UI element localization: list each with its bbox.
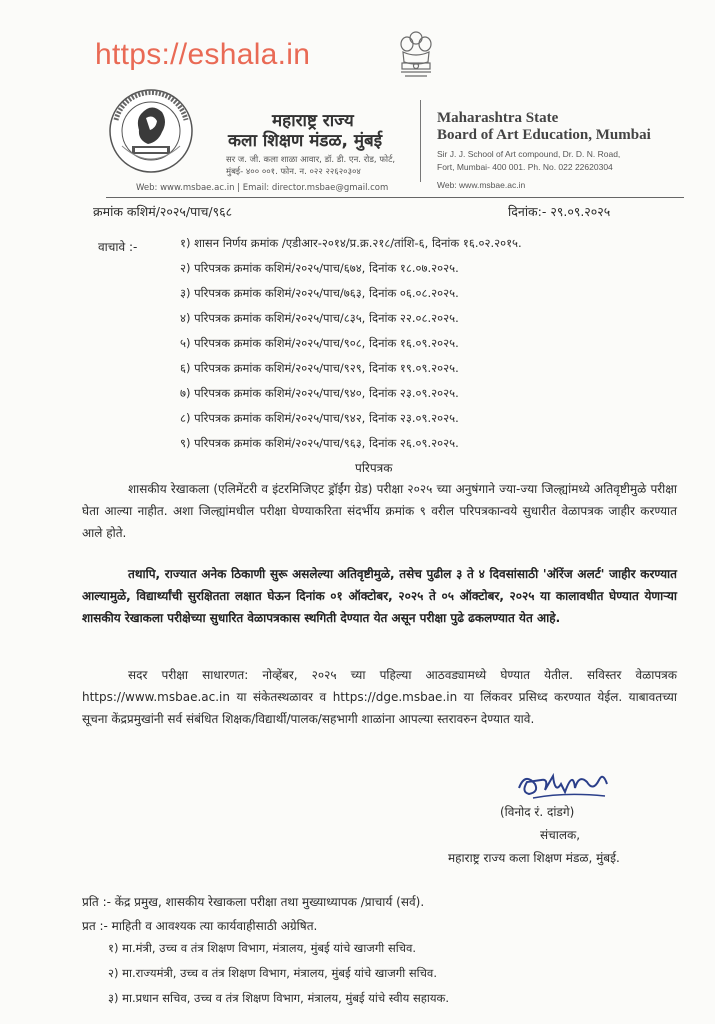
copy-recipient-item: ३) मा.प्रधान सचिव, उच्च व तंत्र शिक्षण विभाग, मंत्रालय, मुंबई यांचे स्वीय सहायक.	[108, 991, 449, 1005]
english-board-name-line2: Board of Art Education, Mumbai	[437, 127, 651, 143]
letterhead-rule	[106, 197, 684, 198]
english-address-line1: Sir J. J. School of Art compound, Dr. D. N. Road,	[437, 149, 621, 159]
reference-number: क्रमांक कशिमं/२०२५/पाच/९६८	[93, 204, 233, 219]
reference-item: २) परिपत्रक क्रमांक कशिमं/२०२५/पाच/६७४, दिनांक १८.०७.२०२५.	[180, 261, 459, 275]
body-paragraph-bold: तथापि, राज्यात अनेक ठिकाणी सुरू असलेल्या अतिवृष्टीमुळे, तसेच पुढील ३ ते ४ दिवसांसाठी 'ऑरेंज अलर्ट' जाहीर करण्यात आल्यामुळे, विद्यार्थ्यांची सुरक्षितता लक्षात घेऊन दिनांक ०१ ऑक्टोबर, २०२५ ते ०५ ऑक्टोबर, २०२५ या कालावधीत घेण्यात येणाऱ्या शासकीय रेखाकला परीक्षेच्या सुधारित वेळापत्रकास स्थगिती देण्यात येत असून परीक्षा पुढे ढकलण्यात येत आहे.	[82, 567, 677, 625]
recipient-line: प्रति :- केंद्र प्रमुख, शासकीय रेखाकला परीक्षा तथा मुख्याध्यापक /प्राचार्य (सर्व).	[82, 895, 425, 909]
marathi-board-name-line2: कला शिक्षण मंडळ, मुंबई	[228, 131, 383, 151]
reference-item: ९) परिपत्रक क्रमांक कशिमं/२०२५/पाच/९६३, दिनांक २६.०९.२०२५.	[180, 436, 459, 450]
state-emblem-icon	[395, 28, 437, 86]
board-seal-logo	[108, 88, 194, 174]
marathi-address-line1: सर ज. जी. कला शाळा आवार, डॉ. डी. एन. रोड, फोर्ट,	[226, 155, 396, 165]
letter-date: दिनांक:- २९.०९.२०२५	[508, 204, 611, 219]
watermark-url: https://eshala.in	[95, 38, 311, 71]
copy-recipient-item: १) मा.मंत्री, उच्च व तंत्र शिक्षण विभाग, मंत्रालय, मुंबई यांचे खाजगी सचिव.	[108, 941, 417, 955]
reference-item: ७) परिपत्रक क्रमांक कशिमं/२०२५/पाच/९४०, दिनांक २३.०९.२०२५.	[180, 386, 459, 400]
circular-title: परिपत्रक	[355, 461, 393, 475]
web-email-line: Web: www.msbae.ac.in | Email: director.msbae@gmail.com	[136, 183, 389, 193]
signatory-title: संचालक,	[540, 828, 581, 842]
reference-item: ४) परिपत्रक क्रमांक कशिमं/२०२५/पाच/८३५, दिनांक २२.०८.२०२५.	[180, 311, 459, 325]
body-paragraph: शासकीय रेखाकला (एलिमेंटरी व इंटरमिजिएट ड्रॉईंग ग्रेड) परीक्षा २०२५ च्या अनुषंगाने ज्या-ज्या जिल्ह्यांमध्ये अतिवृष्टीमुळे परीक्षा घेता आल्या नाहीत. अशा जिल्ह्यांमधील परीक्षा घेण्याकरिता संदर्भीय क्रमांक ९ वरील परिपत्रकान्वये सुधारीत वेळापत्रक जाहीर करण्यात आले होते.	[82, 482, 677, 540]
signatory-name: (विनोद रं. दांडगे)	[500, 805, 575, 819]
english-address-line2: Fort, Mumbai- 400 001. Ph. No. 022 22620304	[437, 162, 613, 172]
handwritten-signature	[515, 762, 615, 806]
english-board-name-line1: Maharashtra State	[437, 110, 559, 126]
marathi-board-name-line1: महाराष्ट्र राज्य	[272, 111, 354, 131]
body-paragraph: सदर परीक्षा साधारणत: नोव्हेंबर, २०२५ च्या पहिल्या आठवड्यामध्ये घेण्यात येतील. सविस्तर वेळापत्रक https://www.msbae.ac.in या संकेतस्थळावर व https://dge.msbae.in या लिंकवर प्रसिध्द करण्यात येईल. याबावतच्या सूचना केंद्रप्रमुखांनी सर्व संबंधित शिक्षक/विद्यार्थी/पालक/सहभागी शाळांना आपल्या स्तरावरुन देण्यात यावे.	[82, 668, 677, 726]
reference-item: ८) परिपत्रक क्रमांक कशिमं/२०२५/पाच/९४२, दिनांक २३.०९.२०२५.	[180, 411, 459, 425]
reference-item: ३) परिपत्रक क्रमांक कशिमं/२०२५/पाच/७६३, दिनांक ०६.०८.२०२५.	[180, 286, 459, 300]
read-label: वाचावे :-	[98, 240, 138, 254]
english-web-line: Web: www.msbae.ac.in	[437, 180, 526, 190]
reference-item: ६) परिपत्रक क्रमांक कशिमं/२०२५/पाच/९२९, दिनांक १९.०९.२०२५.	[180, 361, 459, 375]
marathi-address-line2: मुंबई- ४०० ००१. फोन. न. ०२२ २२६२०३०४	[226, 167, 361, 177]
copy-recipient-item: २) मा.राज्यमंत्री, उच्च व तंत्र शिक्षण विभाग, मंत्रालय, मुंबई यांचे खाजगी सचिव.	[108, 966, 437, 980]
reference-item: १) शासन निर्णय क्रमांक /एडीआर-२०१४/प्र.क्र.२१८/तांशि-६, दिनांक १६.०२.२०१५.	[180, 236, 522, 250]
signatory-organization: महाराष्ट्र राज्य कला शिक्षण मंडळ, मुंबई.	[448, 851, 620, 865]
reference-item: ५) परिपत्रक क्रमांक कशिमं/२०२५/पाच/९०८, दिनांक १६.०९.२०२५.	[180, 336, 459, 350]
letterhead-divider	[420, 100, 421, 182]
copy-to-line: प्रत :- माहिती व आवश्यक त्या कार्यवाहीसाठी अग्रेषित.	[82, 919, 318, 933]
